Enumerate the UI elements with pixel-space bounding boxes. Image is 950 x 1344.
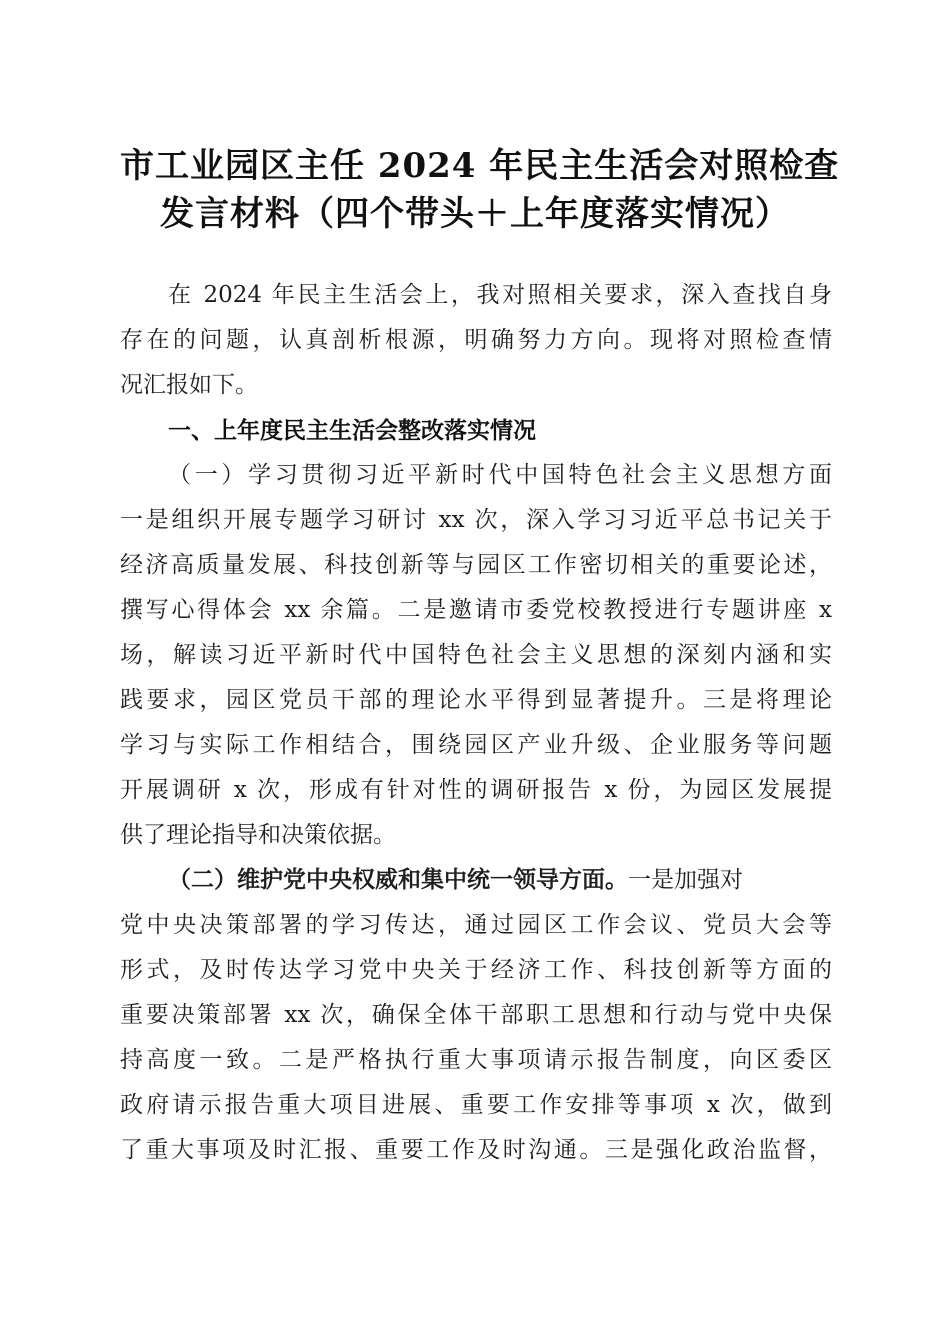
paragraph-line: 开展调研 x 次，形成有针对性的调研报告 x 份，为园区发展提 (120, 777, 832, 803)
paragraph-line: 供了理论指导和决策依据。 (120, 822, 396, 848)
paragraph-line: 况汇报如下。 (120, 372, 258, 398)
paragraph-line: 践要求，园区党员干部的理论水平得到显著提升。三是将理论 (120, 687, 832, 713)
paragraph-line: 经济高质量发展、科技创新等与园区工作密切相关的重要论述， (120, 552, 832, 578)
paragraph-line: 形式，及时传达学习党中央关于经济工作、科技创新等方面的 (120, 957, 832, 983)
paragraph-line: 存在的问题，认真剖析根源，明确努力方向。现将对照检查情 (120, 327, 832, 353)
document-title-line-1: 市工业园区主任 2024 年民主生活会对照检查 (120, 146, 840, 186)
paragraph-line: 重要决策部署 xx 次，确保全体干部职工思想和行动与党中央保 (120, 1002, 832, 1028)
document-title-line-2: 发言材料（四个带头＋上年度落实情况） (160, 194, 790, 234)
paragraph-line: 场，解读习近平新时代中国特色社会主义思想的深刻内涵和实 (120, 642, 832, 668)
paragraph-line: 撰写心得体会 xx 余篇。二是邀请市委党校教授进行专题讲座 x (120, 597, 832, 623)
paragraph-line: 党中央决策部署的学习传达，通过园区工作会议、党员大会等 (120, 912, 832, 938)
paragraph-line: 政府请示报告重大项目进展、重要工作安排等事项 x 次，做到 (120, 1092, 832, 1118)
subsection-heading: （二）维护党中央权威和集中统一领导方面。 (168, 866, 628, 893)
subsection-heading: （一）学习贯彻习近平新时代中国特色社会主义思想方面 (168, 462, 832, 488)
paragraph-line: 持高度一致。二是严格执行重大事项请示报告制度，向区委区 (120, 1047, 832, 1073)
paragraph-line: 一是组织开展专题学习研讨 xx 次，深入学习习近平总书记关于 (120, 507, 832, 533)
paragraph-line: 了重大事项及时汇报、重要工作及时沟通。三是强化政治监督， (120, 1137, 832, 1163)
subsection-heading-line (168, 865, 832, 895)
paragraph-line: 学习与实际工作相结合，围绕园区产业升级、企业服务等问题 (120, 732, 832, 758)
paragraph-text: 一是加强对 (628, 867, 743, 893)
paragraph-line: 在 2024 年民主生活会上，我对照相关要求，深入查找自身 (168, 282, 832, 308)
section-heading: 一、上年度民主生活会整改落实情况 (168, 418, 536, 444)
